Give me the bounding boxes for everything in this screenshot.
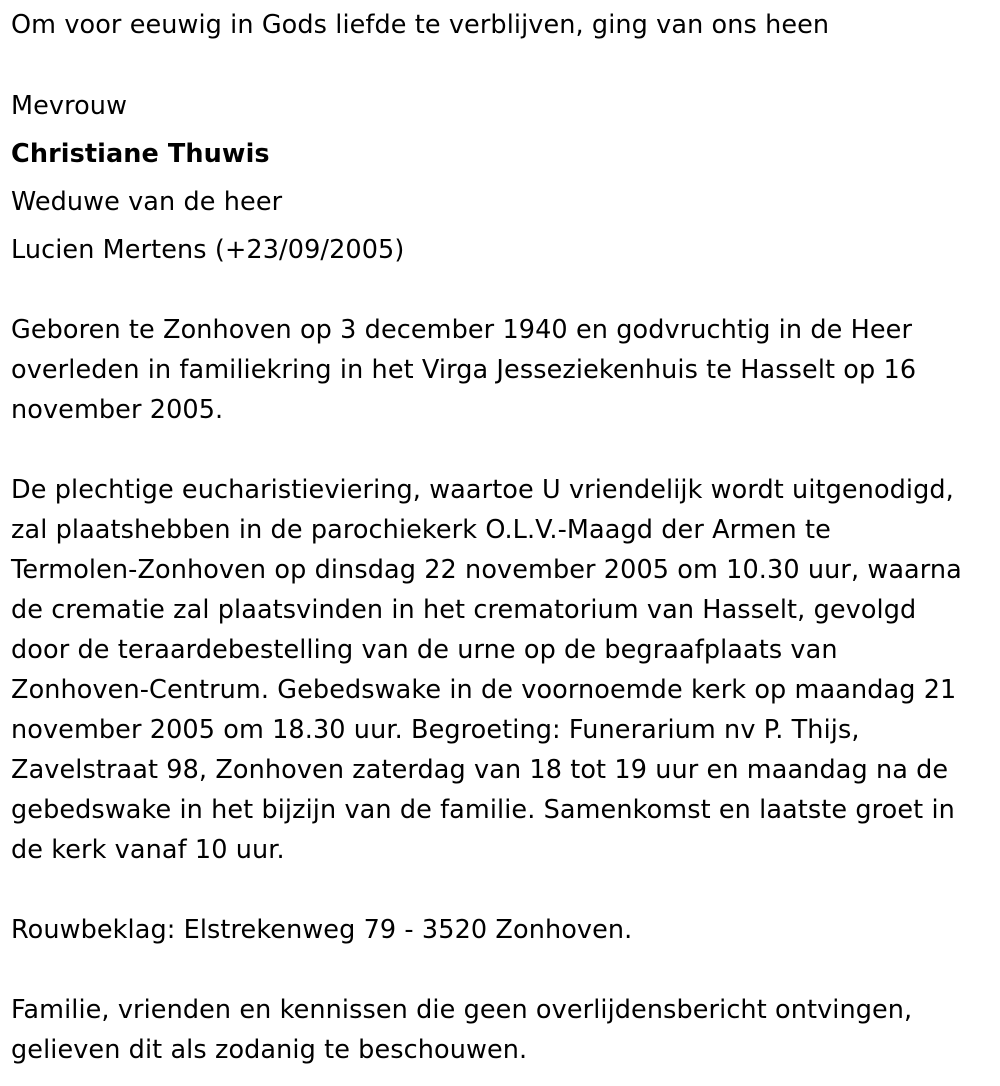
widow-of-line: Weduwe van de heer bbox=[11, 187, 283, 217]
birth-death-line: november 2005. bbox=[11, 395, 224, 425]
salutation: Mevrouw bbox=[11, 91, 128, 121]
ceremony-line: Zavelstraat 98, Zonhoven zaterdag van 18 tot 19 uur en maandag na de bbox=[11, 755, 949, 785]
ceremony-line: Zonhoven-Centrum. Gebedswake in de voornoemde kerk op maandag 21 bbox=[11, 675, 957, 705]
condolence-address: Rouwbeklag: Elstrekenweg 79 - 3520 Zonhoven. bbox=[11, 915, 633, 945]
spouse-line: Lucien Mertens (+23/09/2005) bbox=[11, 235, 405, 265]
closing-line: Familie, vrienden en kennissen die geen overlijdensbericht ontvingen, bbox=[11, 995, 913, 1025]
birth-death-line: overleden in familiekring in het Virga Jesseziekenhuis te Hasselt op 16 bbox=[11, 355, 917, 385]
intro-line: Om voor eeuwig in Gods liefde te verblijven, ging van ons heen bbox=[11, 10, 830, 40]
ceremony-line: Termolen-Zonhoven op dinsdag 22 november 2005 om 10.30 uur, waarna bbox=[11, 555, 962, 585]
ceremony-line: november 2005 om 18.30 uur. Begroeting: Funerarium nv P. Thijs, bbox=[11, 715, 860, 745]
ceremony-line: door de teraardebestelling van de urne op de begraafplaats van bbox=[11, 635, 838, 665]
closing-line: gelieven dit als zodanig te beschouwen. bbox=[11, 1035, 528, 1065]
ceremony-line: De plechtige eucharistieviering, waartoe U vriendelijk wordt uitgenodigd, bbox=[11, 475, 954, 505]
deceased-name: Christiane Thuwis bbox=[11, 139, 270, 169]
ceremony-line: de crematie zal plaatsvinden in het crematorium van Hasselt, gevolgd bbox=[11, 595, 917, 625]
birth-death-line: Geboren te Zonhoven op 3 december 1940 en godvruchtig in de Heer bbox=[11, 315, 913, 345]
ceremony-line: de kerk vanaf 10 uur. bbox=[11, 835, 285, 865]
ceremony-line: gebedswake in het bijzijn van de familie. Samenkomst en laatste groet in bbox=[11, 795, 955, 825]
ceremony-line: zal plaatshebben in de parochiekerk O.L.V.-Maagd der Armen te bbox=[11, 515, 831, 545]
